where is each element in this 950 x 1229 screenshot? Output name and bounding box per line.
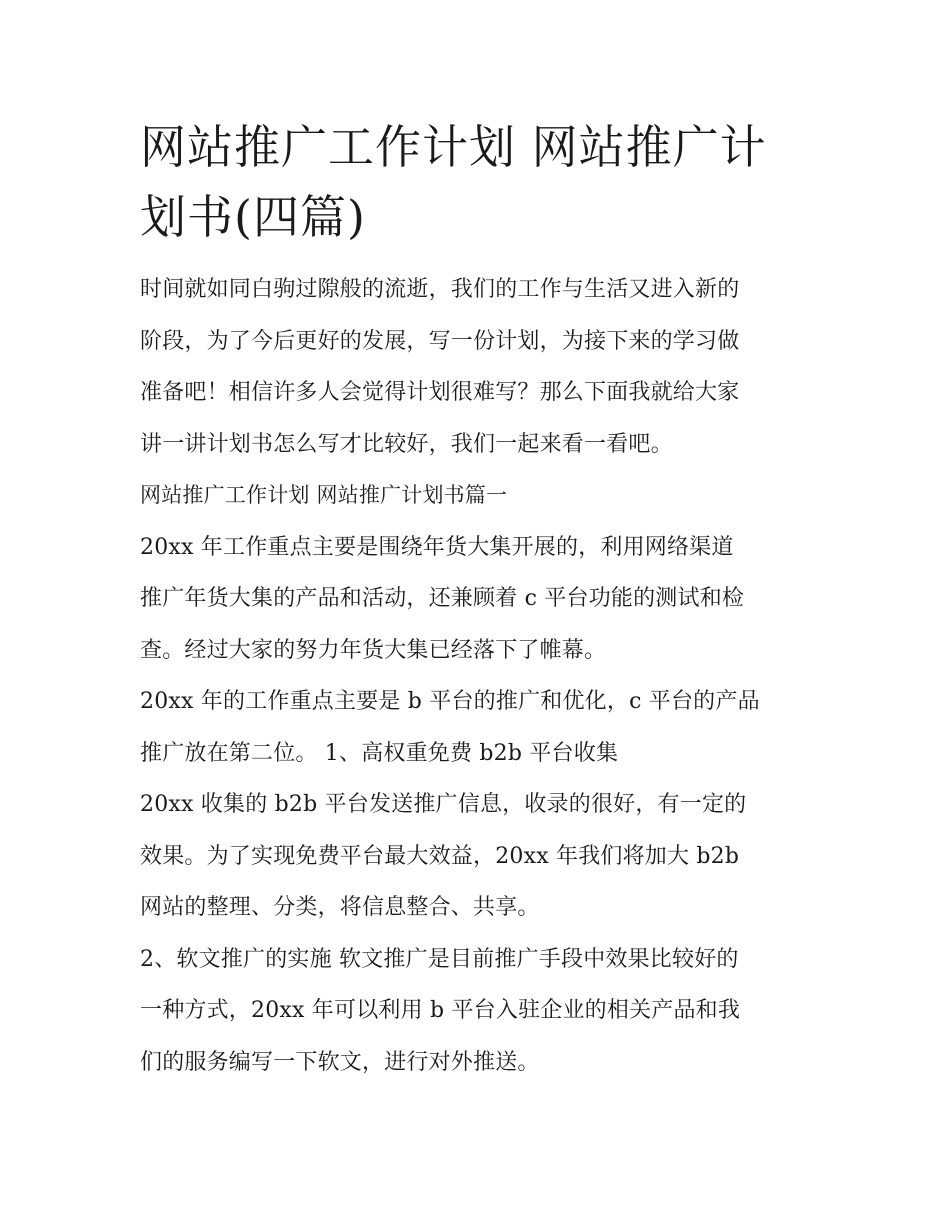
paragraph-line: 准备吧！相信许多人会觉得计划很难写？那么下面我就给大家 [140, 380, 740, 405]
paragraph-line: 2、软文推广的实施 软文推广是目前推广手段中效果比较好的 [140, 946, 739, 972]
paragraph-line: 效果。为了实现免费平台最大效益，20xx 年我们将加大 b2b [140, 843, 740, 869]
paragraph-line: 推广年货大集的产品和活动，还兼顾着 c 平台功能的测试和检 [140, 586, 745, 611]
paragraph-line: 时间就如同白驹过隙般的流逝，我们的工作与生活又进入新的 [140, 277, 740, 302]
paragraph-line: 20xx 年的工作重点主要是 b 平台的推广和优化，c 平台的产品 [140, 689, 760, 714]
paragraph-line: 讲一讲计划书怎么写才比较好，我们一起来看一看吧。 [140, 431, 673, 457]
paragraph-line: 网站的整理、分类，将信息整合、共享。 [140, 895, 540, 920]
paragraph-line: 20xx 收集的 b2b 平台发送推广信息，收录的很好，有一定的 [140, 792, 747, 817]
paragraph-line: 阶段，为了今后更好的发展，写一份计划，为接下来的学习做 [140, 328, 740, 354]
document-page [140, 112, 830, 1088]
paragraph-line: 推广放在第二位。 1、高权重免费 b2b 平台收集 [140, 740, 619, 766]
document-title [140, 112, 830, 252]
title-line-2: 划书(四篇) [140, 190, 366, 244]
paragraph-line: 查。经过大家的努力年货大集已经落下了帷幕。 [140, 637, 607, 663]
section-heading: 网站推广工作计划 网站推广计划书篇一 [140, 483, 508, 507]
paragraph-line: 们的服务编写一下软文，进行对外推送。 [140, 1049, 540, 1075]
title-line-1: 网站推广工作计划 网站推广计 [140, 120, 767, 174]
paragraph-line: 一种方式，20xx 年可以利用 b 平台入驻企业的相关产品和我 [140, 998, 741, 1023]
paragraph-line: 20xx 年工作重点主要是围绕年货大集开展的，利用网络渠道 [140, 534, 734, 560]
document-body [140, 264, 830, 1088]
